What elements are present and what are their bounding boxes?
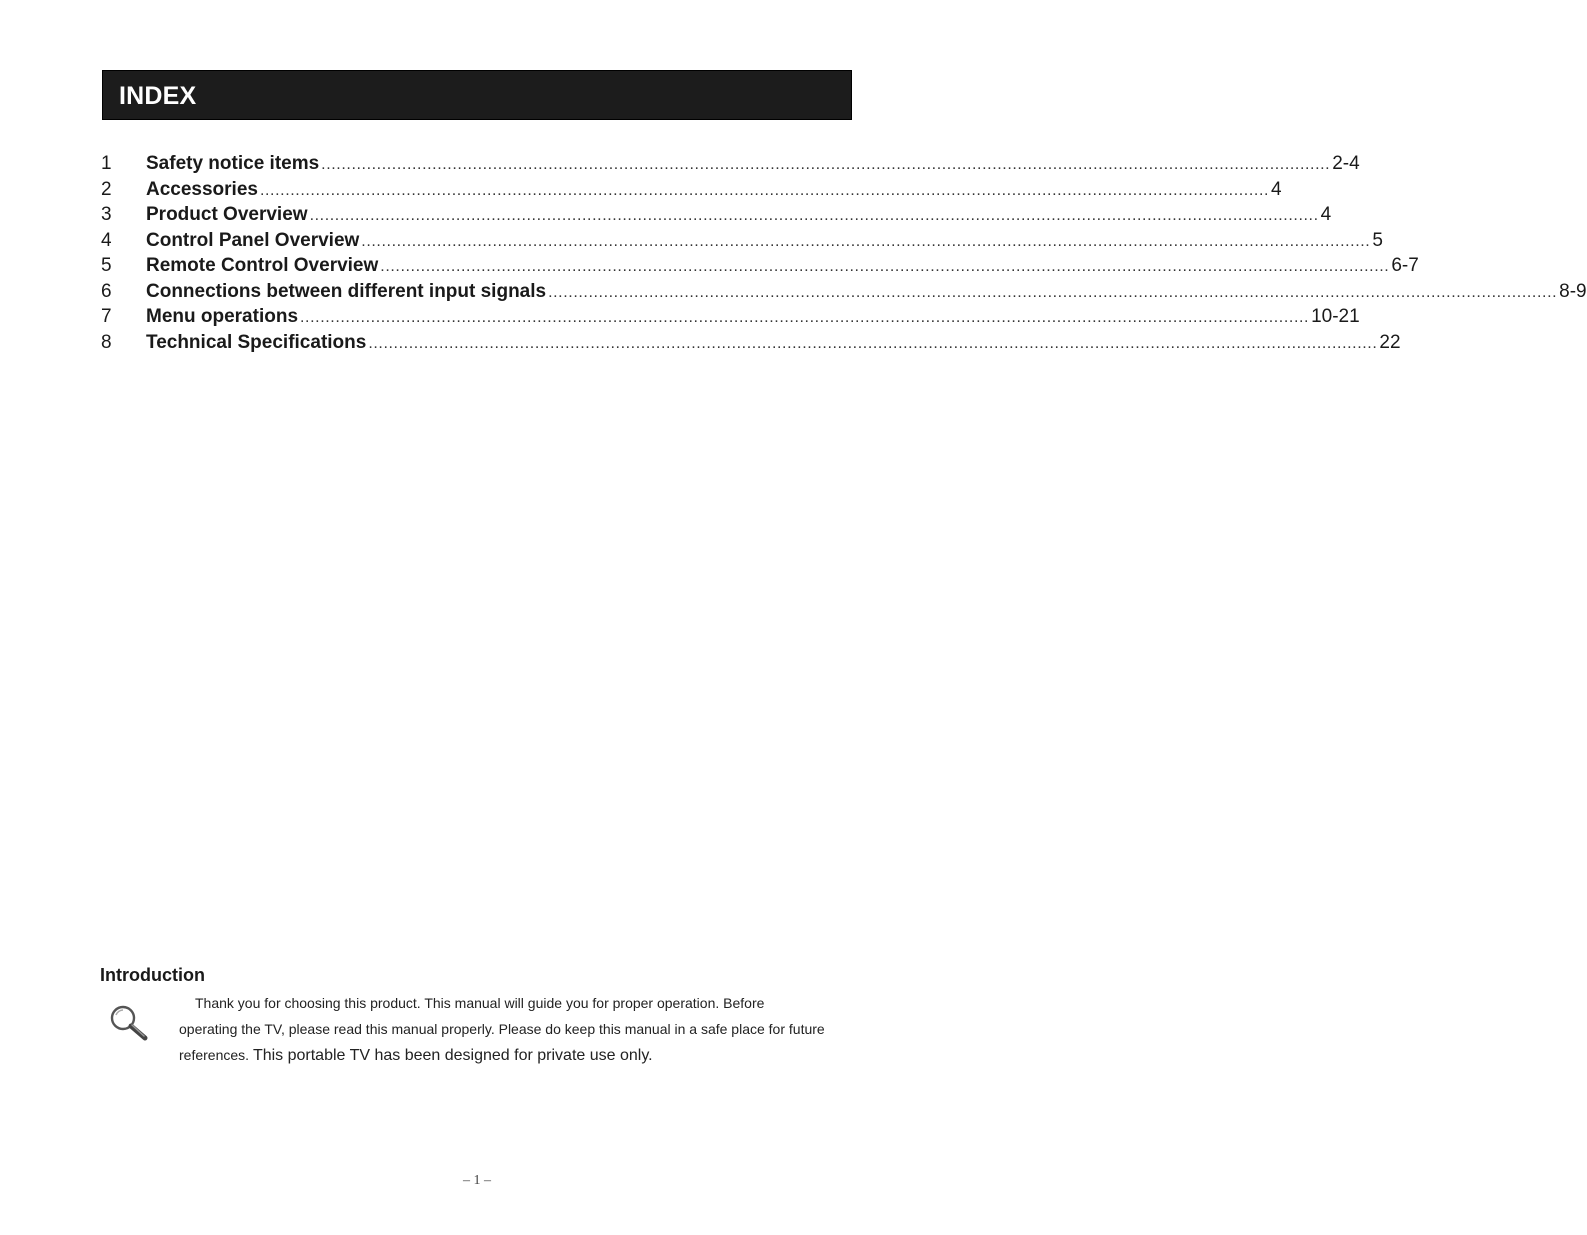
toc-leader-dots: ........................................................................................................................................................................................................ — [309, 207, 1319, 224]
toc-item-title: Safety notice items — [146, 153, 320, 174]
toc-item-number: 5 — [101, 255, 112, 276]
toc-leader-dots: ........................................................................................................................................................................................................ — [259, 181, 1270, 199]
toc-item-number: 3 — [101, 204, 112, 225]
toc-item-title: Technical Specifications — [146, 331, 367, 353]
toc-item-number: 8 — [101, 331, 112, 353]
toc-item[interactable] — [100, 151, 1360, 177]
toc-item[interactable] — [100, 177, 1282, 203]
toc-item[interactable] — [100, 202, 1332, 228]
toc-leader-dots: ........................................................................................................................................................................................................ — [300, 309, 1310, 326]
toc-item[interactable] — [100, 253, 1419, 279]
toc-item-title: Accessories — [146, 178, 258, 200]
toc-item-page: 5 — [1372, 229, 1383, 251]
intro-line-part: references. — [179, 1047, 253, 1063]
toc-leader-dots: ........................................................................................................................................................................................................ — [380, 258, 1390, 275]
toc-item-page: 4 — [1271, 178, 1282, 200]
toc-item[interactable] — [100, 304, 1360, 330]
toc-item[interactable] — [100, 330, 1401, 356]
toc-item-page: 2-4 — [1332, 153, 1360, 174]
index-header-banner — [102, 70, 852, 120]
toc-item-number: 6 — [101, 280, 112, 302]
toc-item-number: 2 — [101, 178, 112, 200]
toc-item-page: 4 — [1320, 204, 1332, 225]
toc-item-title: Connections between different input signals — [146, 280, 547, 302]
toc-item-page: 22 — [1379, 331, 1401, 353]
toc-item-page: 6-7 — [1391, 255, 1419, 276]
toc-item-number: 7 — [101, 306, 112, 327]
toc-item[interactable] — [100, 228, 1383, 254]
introduction-text — [179, 990, 869, 1069]
introduction-heading: Introduction — [100, 965, 205, 985]
toc-item[interactable] — [100, 279, 1587, 305]
intro-line — [179, 1042, 869, 1069]
toc-item-title: Product Overview — [146, 204, 308, 225]
toc-leader-dots: ........................................................................................................................................................................................................ — [368, 334, 1378, 352]
toc-item-number: 4 — [101, 229, 112, 251]
page-title: INDEX — [119, 82, 197, 110]
toc-leader-dots: ........................................................................................................................................................................................................ — [361, 232, 1371, 250]
toc-leader-dots: ........................................................................................................................................................................................................ — [321, 156, 1331, 173]
toc-item-number: 1 — [101, 153, 112, 174]
intro-line: operating the TV, please read this manual properly. Please do keep this manual in a safe place for future — [179, 1021, 825, 1037]
magnifier-icon — [107, 1003, 151, 1043]
page-number: – 1 – — [463, 1173, 491, 1188]
table-of-contents — [100, 151, 1587, 355]
toc-item-title: Remote Control Overview — [146, 255, 379, 276]
toc-item-page: 8-9 — [1559, 280, 1587, 302]
intro-line: Thank you for choosing this product. This manual will guide you for proper operation. Before — [195, 995, 765, 1011]
toc-item-page: 10-21 — [1311, 306, 1360, 327]
toc-item-title: Control Panel Overview — [146, 229, 360, 251]
toc-leader-dots: ........................................................................................................................................................................................................ — [548, 283, 1558, 301]
toc-item-title: Menu operations — [146, 306, 299, 327]
intro-line-part: This portable TV has been designed for private use only. — [252, 1047, 653, 1064]
